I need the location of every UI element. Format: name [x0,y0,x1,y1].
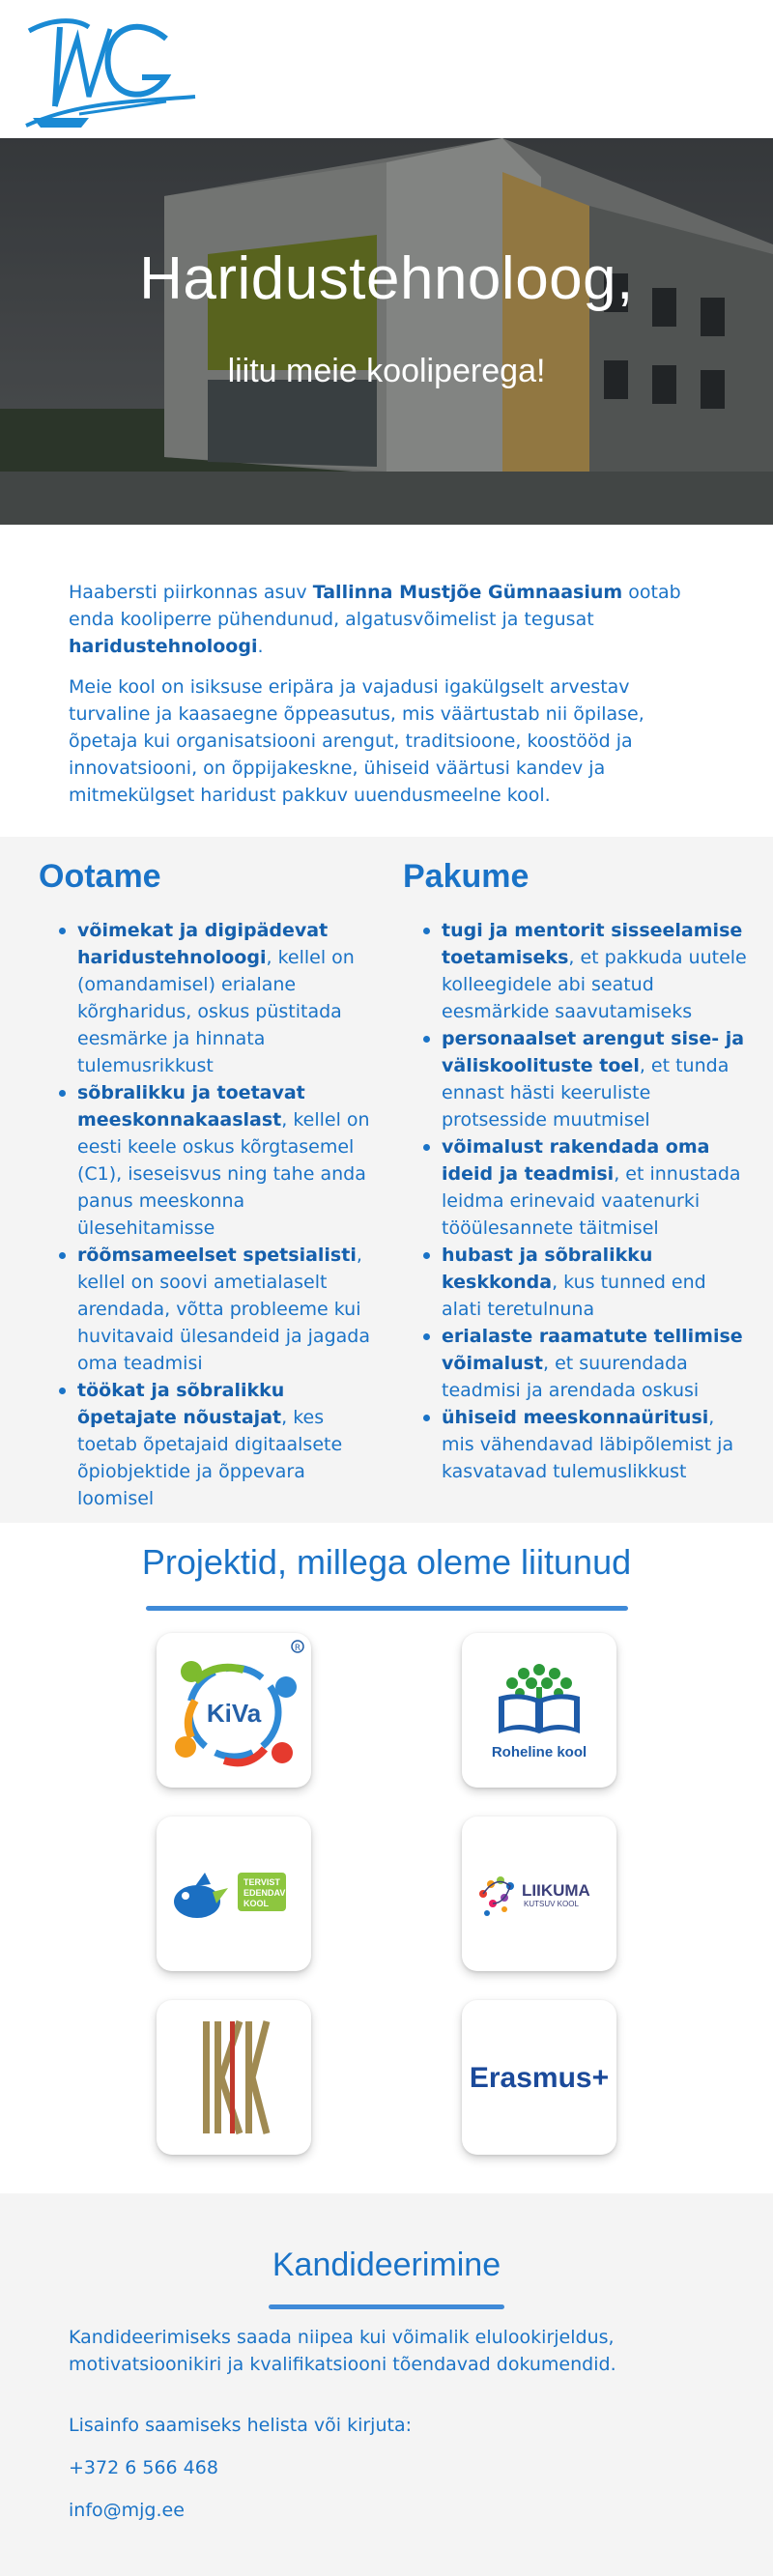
intro-paragraph-2: Meie kool on isiksuse eripära ja vajadusi igakülgselt arvestav turvaline ja kaasaegne õppeasutus, mis väärtustab nii õpilase, õpetaja kui organisatsiooni arengut, traditsioone, koostööd ja innovatsiooni, on õppijakeskne, ühiseid väärtusi kandev ja mitmekülgset haridust pakkuv uuendusmeelne kool. [69,676,644,806]
hero-title: Haridustehnoloog, [139,245,634,312]
email-link[interactable]: info@mjg.ee [69,2500,185,2521]
kiva-logo [157,1633,311,1788]
apply-heading: Kandideerimine [272,2247,501,2283]
kiva-logo-text: KiVa [206,1699,262,1728]
list-item [77,1079,386,1242]
heading-underline [146,1606,628,1611]
item-bold: sõbralikku ja toetavat meeskonnakaaslast [77,1082,305,1131]
tervist-edendav-kool-logo-card[interactable] [157,1817,311,1971]
hero-banner [0,138,773,525]
item-text: , kes toetab õpetajaid digitaalsete õpiobjektide ja õppevara loomisel [77,1407,343,1509]
erasmus-text: Erasmus+ [469,2062,610,2094]
tervist-edendav-kool-logo [157,1817,311,1971]
item-text: , et innustada leidma erinevaid vaatenurki tööülesannete täitmisel [442,1163,741,1239]
item-bold: hubast ja sõbralikku keskkonda [442,1245,653,1293]
item-text: , kellel on soovi ametialaselt arendada, võtta probleeme kui huvitavaid ülesandeid ja jagada oma teadmisi [77,1245,370,1374]
expect-column [39,858,386,1512]
kk-logo-card[interactable] [157,2000,311,2155]
school-name: Tallinna Mustjõe Gümnaasium [312,582,623,603]
list-item [77,1242,386,1377]
kiva-logo-card[interactable] [157,1633,311,1788]
intro-text: Haabersti piirkonnas asuv [69,582,313,603]
heading-underline [269,2304,504,2309]
phone-link[interactable]: +372 6 566 468 [69,2457,218,2478]
school-building-photo [0,138,773,525]
offer-heading: Pakume [403,858,530,895]
projects-section [0,1523,773,2193]
tervist-text: EDENDAV [243,1888,286,1898]
list-item [77,1377,386,1512]
item-text: , mis vähendavad läbipõlemist ja kasvatavad tulemuslikkust [442,1407,734,1482]
contact-info-label: Lisainfo saamiseks helista või kirjuta: [69,2415,412,2436]
list-item [442,1242,751,1323]
list-item [77,917,386,1079]
role-name: haridustehnoloogi [69,636,258,657]
school-logo[interactable] [21,10,200,135]
item-text: , kellel on (omandamisel) erialane kõrgharidus, oskus püstitada eesmärke ja hinnata tulemusrikkust [77,947,355,1076]
liikuma-subtext: KUTSUV KOOL [524,1900,579,1908]
roheline-kool-logo [462,1633,616,1788]
intro-text: ootab enda kooliperre pühendunud, algatusvõimelist ja tegusat [69,582,681,630]
list-item [442,917,751,1025]
application-section [0,2193,773,2576]
roheline-kool-text: Roheline kool [491,1744,587,1760]
expect-heading: Ootame [39,858,161,895]
intro-section [0,525,773,837]
intro-paragraph-1 [69,579,704,660]
expect-list [39,917,386,1512]
intro-text: . [257,636,264,657]
item-bold: tugi ja mentorit sisseelamise toetamiseks [442,920,743,968]
item-bold: võimalust rakendada oma ideid ja teadmisi [442,1136,710,1185]
item-bold: töökat ja sõbralikku õpetajate nõustajat [77,1380,285,1428]
item-text: , kus tunned end alati teretulnuna [442,1272,706,1320]
expect-offer-section [0,837,773,1523]
liikuma-kutsuv-kool-logo [462,1817,616,1971]
hero-subtitle: liitu meie kooliperega! [227,353,546,389]
tervist-text: KOOL [243,1899,269,1908]
offer-column [403,858,751,1485]
apply-text: Kandideerimiseks saada niipea kui võimalik elulookirjeldus, motivatsioonikiri ja kvalifikatsiooni tõendavad dokumendid. [69,2327,616,2375]
item-bold: erialaste raamatute tellimise võimalust [442,1326,743,1374]
list-item [442,1133,751,1242]
svg-text:R: R [294,1644,301,1653]
item-bold: ühiseid meeskonnaüritusi [442,1407,709,1428]
list-item [442,1323,751,1404]
offer-list [403,917,751,1485]
liikuma-kutsuv-kool-logo-card[interactable] [462,1817,616,1971]
liikuma-text: LIIKUMA [522,1881,590,1900]
kk-logo [157,2000,311,2155]
item-bold: võimekat ja digipädevat haridustehnoloogi [77,920,329,968]
projects-heading: Projektid, millega oleme liitunud [141,1542,632,1582]
page-header [0,0,773,138]
erasmus-logo [462,2000,616,2155]
item-text: , et pakkuda uutele kolleegidele abi seatud eesmärkide saavutamiseks [442,947,747,1022]
item-text: , et suurendada teadmisi ja arendada oskusi [442,1353,700,1401]
list-item [442,1404,751,1485]
item-bold: rõõmsameelset spetsialisti [77,1245,357,1266]
item-text: , et tunda ennast hästi keeruliste protsesside muutmisel [442,1055,730,1131]
erasmus-logo-card[interactable] [462,2000,616,2155]
item-bold: personaalset arengut sise- ja väliskoolituste toel [442,1028,745,1076]
item-text: , kellel on eesti keele oskus kõrgtasemel (C1), iseseisvus ning tahe anda panus meeskonna ülesehitamisse [77,1109,370,1239]
tervist-text: TERVIST [243,1877,280,1887]
roheline-kool-logo-card[interactable] [462,1633,616,1788]
list-item [442,1025,751,1133]
